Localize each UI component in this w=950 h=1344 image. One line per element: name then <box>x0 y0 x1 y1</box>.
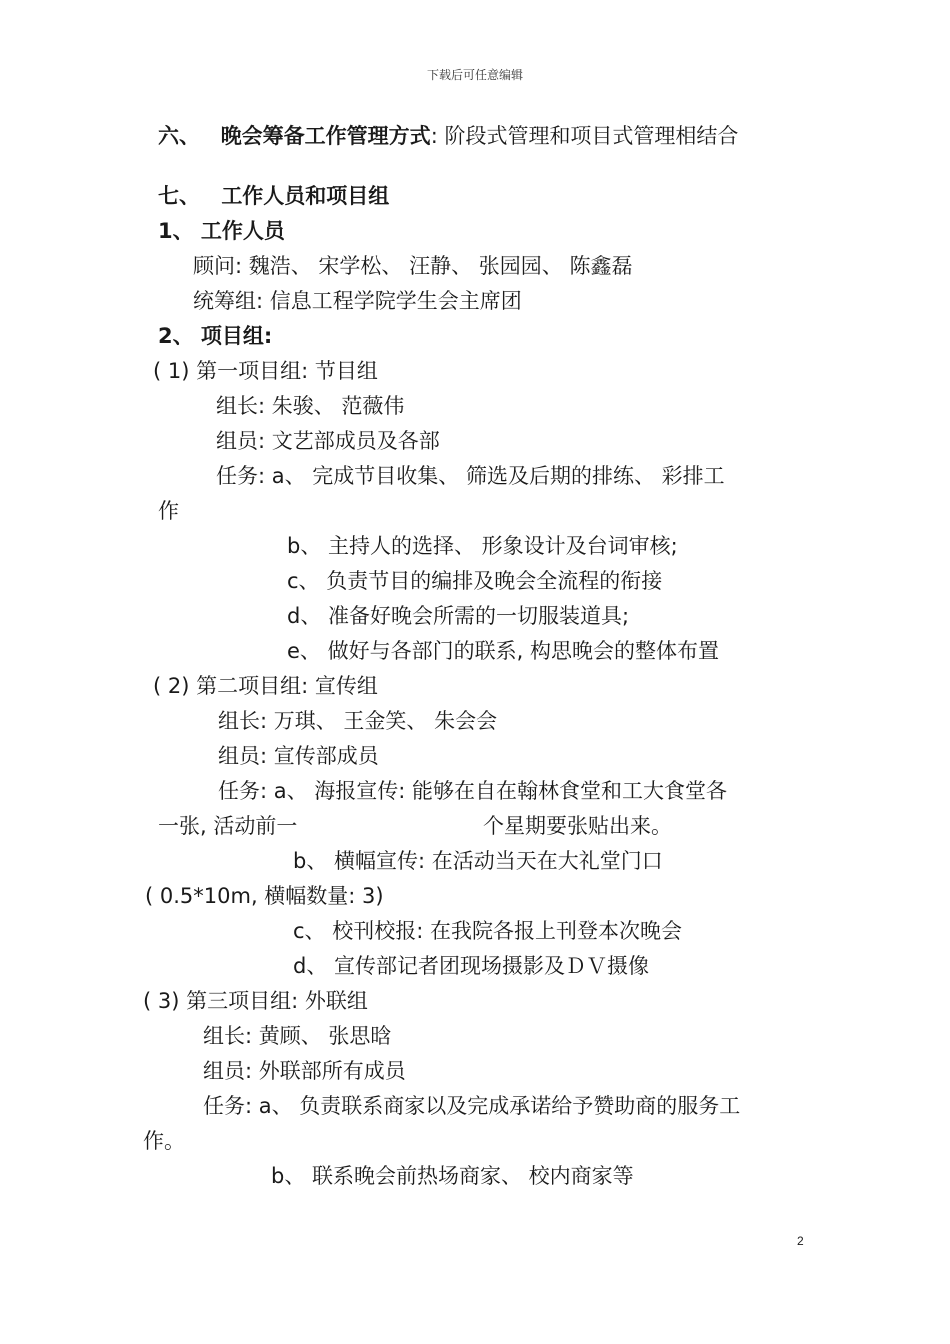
group-2-leader: 组长: 万琪、 王金笑、 朱会会 <box>218 709 498 733</box>
advisors-line: 顾问: 魏浩、 宋学松、 汪静、 张园园、 陈鑫磊 <box>193 254 633 278</box>
section-7-title: 工作人员和项目组 <box>221 184 390 208</box>
group-2-task-a-continued-2: 个星期要张贴出来。 <box>483 814 672 838</box>
group-3-task-b: b、 联系晚会前热场商家、 校内商家等 <box>271 1164 634 1188</box>
group-3-task-a-continued: 作。 <box>143 1129 185 1153</box>
group-2-task-a-continued-1: 一张, 活动前一 <box>158 814 298 838</box>
group-3-task-a: 任务: a、 负责联系商家以及完成承诺给予赞助商的服务工 <box>203 1094 741 1118</box>
group-3-title: ( 3) 第三项目组: 外联组 <box>143 989 368 1013</box>
group-1-task-a-continued: 作 <box>158 499 179 523</box>
section-6-number: 六、 <box>158 124 200 148</box>
group-2-title: ( 2) 第二项目组: 宣传组 <box>153 674 378 698</box>
group-2-task-a: 任务: a、 海报宣传: 能够在自在翰林食堂和工大食堂各 <box>218 779 728 803</box>
group-2-task-d: d、 宣传部记者团现场摄影及ＤＶ摄像 <box>293 954 650 978</box>
section-7-heading <box>158 183 389 209</box>
group-1-task-c: c、 负责节目的编排及晚会全流程的衔接 <box>287 569 663 593</box>
group-1-task-e: e、 做好与各部门的联系, 构思晚会的整体布置 <box>287 639 719 663</box>
group-2-members: 组员: 宣传部成员 <box>218 744 379 768</box>
section-6-rest: : 阶段式管理和项目式管理相结合 <box>430 124 739 148</box>
page-number: 2 <box>797 1234 804 1248</box>
section-6-title: 晚会筹备工作管理方式 <box>220 124 431 148</box>
group-1-task-b: b、 主持人的选择、 形象设计及台词审核; <box>287 534 678 558</box>
group-2-task-c: c、 校刊校报: 在我院各报上刊登本次晚会 <box>293 919 682 943</box>
subsection-2-heading: 2、 项目组: <box>158 324 273 348</box>
group-1-task-d: d、 准备好晚会所需的一切服装道具; <box>287 604 630 628</box>
group-2-task-b: b、 横幅宣传: 在活动当天在大礼堂门口 <box>293 849 663 873</box>
group-3-leader: 组长: 黄顾、 张思晗 <box>203 1024 392 1048</box>
section-7-number: 七、 <box>158 184 200 208</box>
coordinators-line: 统筹组: 信息工程学院学生会主席团 <box>193 289 522 313</box>
group-2-task-b-continued: ( 0.5*10m, 横幅数量: 3) <box>145 884 384 908</box>
group-3-members: 组员: 外联部所有成员 <box>203 1059 406 1083</box>
subsection-1-heading: 1、 工作人员 <box>158 219 285 243</box>
group-1-leader: 组长: 朱骏、 范薇伟 <box>216 394 405 418</box>
section-6-heading <box>158 123 738 149</box>
group-1-task-a: 任务: a、 完成节目收集、 筛选及后期的排练、 彩排工 <box>216 464 725 488</box>
group-1-members: 组员: 文艺部成员及各部 <box>216 429 440 453</box>
page-header: 下载后可任意编辑 <box>426 68 523 82</box>
group-1-title: ( 1) 第一项目组: 节目组 <box>153 359 378 383</box>
